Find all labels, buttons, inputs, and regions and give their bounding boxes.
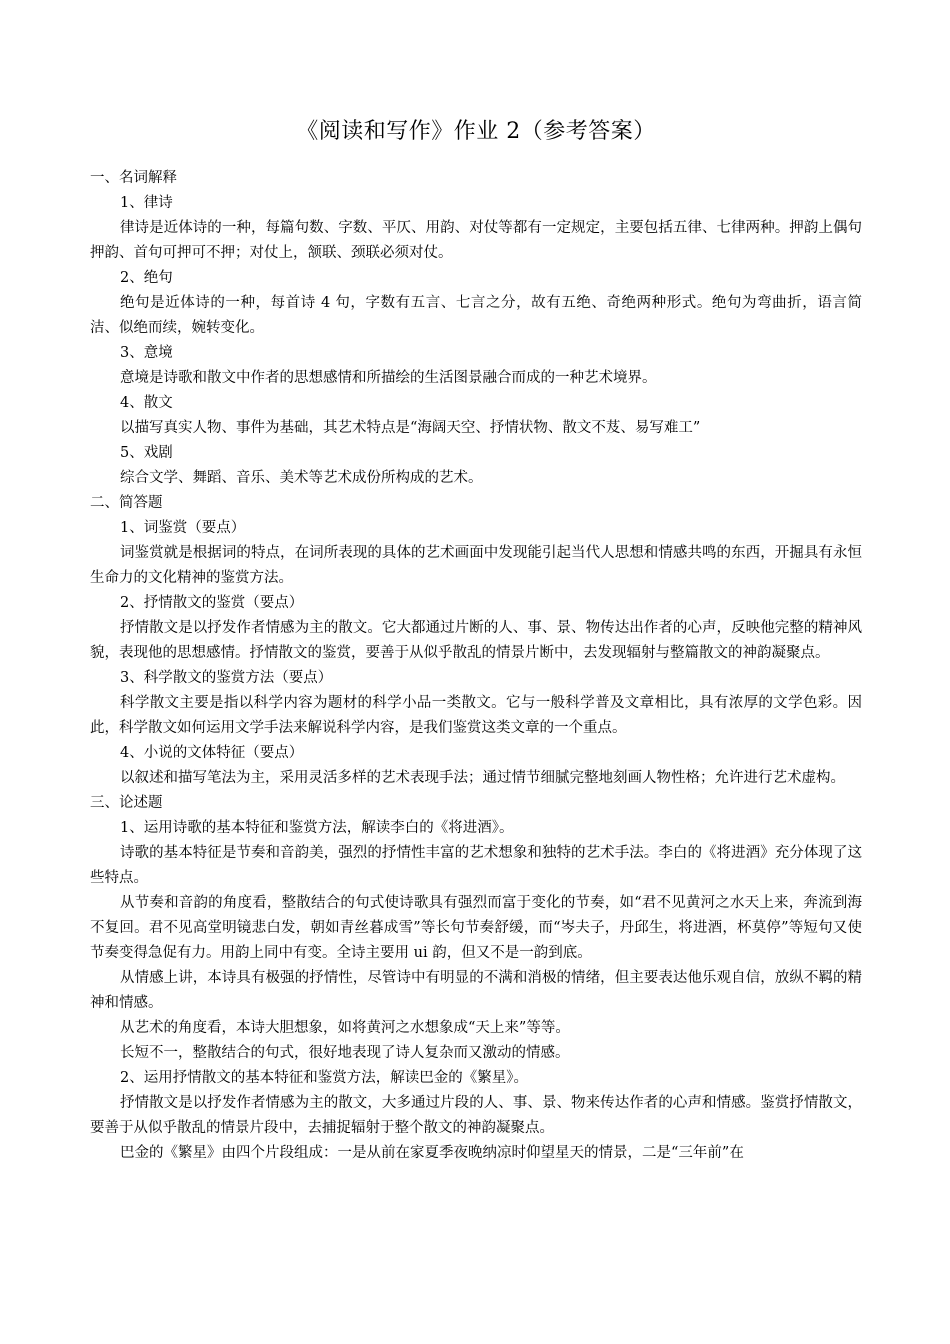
paragraph: 以描写真实人物、事件为基础，其艺术特点是“海阔天空、抒情状物、散文不芨、易写难工” bbox=[120, 420, 701, 436]
paragraph: 综合文学、舞蹈、音乐、美术等艺术成份所构成的艺术。 bbox=[120, 470, 483, 486]
paragraph: 从情感上讲，本诗具有极强的抒情性，尽管诗中有明显的不满和消极的情绪，但主要表达他乐观自信，放纵不羁的精神和情感。 bbox=[90, 970, 862, 1011]
subsection-heading: 2、运用抒情散文的基本特征和鉴赏方法，解读巴金的《繁星》。 bbox=[120, 1070, 528, 1086]
paragraph: 律诗是近体诗的一种，每篇句数、字数、平仄、用韵、对仗等都有一定规定，主要包括五律、七律两种。押韵上偶句押韵、首句可押可不押；对仗上，颔联、颈联必须对仗。 bbox=[90, 220, 862, 261]
paragraph: 抒情散文是以抒发作者情感为主的散文，大多通过片段的人、事、景、物来传达作者的心声和情感。鉴赏抒情散文，要善于从似乎散乱的情景片段中，去捕捉辐射于整个散文的神韵凝聚点。 bbox=[90, 1095, 862, 1136]
document-page bbox=[90, 116, 862, 1166]
section-heading: 一、名词解释 bbox=[90, 170, 177, 186]
subsection-heading: 1、运用诗歌的基本特征和鉴赏方法，解读李白的《将进酒》。 bbox=[120, 820, 514, 836]
paragraph: 长短不一，整散结合的句式，很好地表现了诗人复杂而又激动的情感。 bbox=[120, 1045, 570, 1061]
paragraph: 巴金的《繁星》由四个片段组成：一是从前在家夏季夜晚纳凉时仰望星天的情景，二是“三年前”在 bbox=[120, 1145, 744, 1161]
section-heading: 二、简答题 bbox=[90, 495, 163, 511]
subsection-heading: 3、科学散文的鉴赏方法（要点） bbox=[120, 670, 333, 686]
section-heading: 三、论述题 bbox=[90, 795, 163, 811]
document-title: 《阅读和写作》作业 2（参考答案） bbox=[296, 119, 656, 144]
document-body bbox=[90, 166, 862, 1166]
paragraph: 从艺术的角度看，本诗大胆想象，如将黄河之水想象成“天上来”等等。 bbox=[120, 1020, 570, 1036]
subsection-heading: 2、抒情散文的鉴赏（要点） bbox=[120, 595, 304, 611]
paragraph: 以叙述和描写笔法为主，采用灵活多样的艺术表现手法；通过情节细腻完整地刻画人物性格；允许进行艺术虚构。 bbox=[120, 770, 845, 786]
subsection-heading: 2、绝句 bbox=[120, 270, 173, 286]
subsection-heading: 4、散文 bbox=[120, 395, 173, 411]
subsection-heading: 1、词鉴赏（要点） bbox=[120, 520, 246, 536]
subsection-heading: 1、律诗 bbox=[120, 195, 173, 211]
paragraph: 意境是诗歌和散文中作者的思想感情和所描绘的生活图景融合而成的一种艺术境界。 bbox=[120, 370, 657, 386]
paragraph: 科学散文主要是指以科学内容为题材的科学小品一类散文。它与一般科学普及文章相比，具有浓厚的文学色彩。因此，科学散文如何运用文学手法来解说科学内容，是我们鉴赏这类文章的一个重点。 bbox=[90, 695, 862, 736]
paragraph: 绝句是近体诗的一种，每首诗 4 句，字数有五言、七言之分，故有五绝、奇绝两种形式。绝句为弯曲折，语言简洁、似绝而续，婉转变化。 bbox=[90, 295, 862, 336]
subsection-heading: 3、意境 bbox=[120, 345, 173, 361]
paragraph: 从节奏和音韵的角度看，整散结合的句式使诗歌具有强烈而富于变化的节奏，如“君不见黄河之水天上来，奔流到海不复回。君不见高堂明镜悲白发，朝如青丝暮成雪”等长句节奏舒缓，而“岑夫子，丹邱生，将进酒，杯莫停”等短句又使节奏变得急促有力。用韵上同中有变。全诗主要用 ui 韵，但又不是一韵到底。 bbox=[90, 895, 862, 961]
paragraph: 词鉴赏就是根据词的特点，在词所表现的具体的艺术画面中发现能引起当代人思想和情感共鸣的东西，开掘具有永恒生命力的文化精神的鉴赏方法。 bbox=[90, 545, 862, 586]
subsection-heading: 4、小说的文体特征（要点） bbox=[120, 745, 304, 761]
paragraph: 诗歌的基本特征是节奏和音韵美，强烈的抒情性丰富的艺术想象和独特的艺术手法。李白的《将进酒》充分体现了这些特点。 bbox=[90, 845, 862, 886]
subsection-heading: 5、戏剧 bbox=[120, 445, 173, 461]
paragraph: 抒情散文是以抒发作者情感为主的散文。它大都通过片断的人、事、景、物传达出作者的心声，反映他完整的精神风貌，表现他的思想感情。抒情散文的鉴赏，要善于从似乎散乱的情景片断中，去发现辐射与整篇散文的神韵凝聚点。 bbox=[90, 620, 862, 661]
